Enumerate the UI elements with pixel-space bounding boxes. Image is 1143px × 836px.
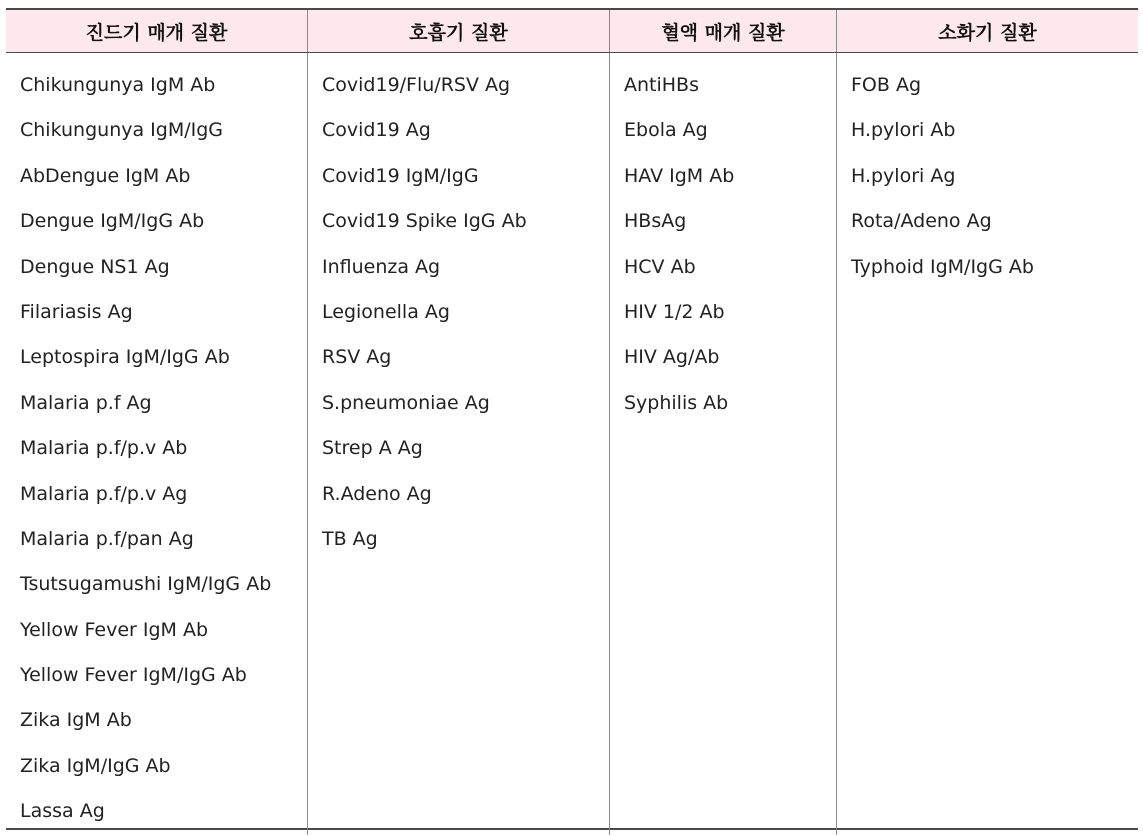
column-respiratory [308,53,610,835]
column-header-digestive: 소화기 질환 [938,21,1037,44]
column-header-respiratory: 호흡기 질환 [308,10,610,52]
list-item: Malaria p.f/p.v Ag [20,482,188,505]
list-item: Influenza Ag [322,255,441,278]
list-item: HCV Ab [624,255,696,278]
list-item: Yellow Fever IgM/IgG Ab [20,664,247,687]
list-item: Malaria p.f Ag [20,391,152,414]
column-digestive [837,53,1138,835]
list-item: AntiHBs [624,74,699,96]
list-item: Covid19 IgM/IgG [322,164,479,187]
list-item: Legionella Ag [322,300,450,323]
list-item: Dengue NS1 Ag [20,255,170,278]
list-item: H.pylori Ag [851,164,956,187]
list-item: H.pylori Ab [851,119,956,142]
column-blood-borne [610,53,837,835]
list-item: HIV 1/2 Ab [624,300,725,323]
list-item: Dengue IgM/IgG Ab [20,210,205,233]
list-item: R.Adeno Ag [322,482,432,505]
list-item: AbDengue IgM Ab [20,164,191,187]
list-item: RSV Ag [322,346,392,369]
test-list-table [6,8,1138,830]
list-item: S.pneumoniae Ag [322,391,490,414]
table-header-row [6,10,1138,53]
list-item: Leptospira IgM/IgG Ab [20,346,230,369]
list-item: FOB Ag [851,74,922,96]
list-item: Chikungunya IgM/IgG [20,119,224,142]
list-item: Syphilis Ab [624,391,729,414]
list-item: Lassa Ag [20,800,105,823]
column-header-tick-borne: 진드기 매개 질환 [6,10,308,52]
list-item: TB Ag [322,527,378,550]
column-header-blood-borne: 혈액 매개 질환 [610,10,837,52]
list-item: Covid19 Spike IgG Ab [322,210,527,233]
list-item: HAV IgM Ab [624,164,735,187]
list-item: HIV Ag/Ab [624,346,720,369]
list-item: Strep A Ag [322,437,423,460]
list-item: Malaria p.f/p.v Ab [20,437,188,460]
list-item: Chikungunya IgM Ab [20,74,216,96]
list-item: Malaria p.f/pan Ag [20,527,194,550]
list-item: Covid19 Ag [322,119,431,142]
list-item: Filariasis Ag [20,300,133,323]
list-item: Tsutsugamushi IgM/IgG Ab [20,573,272,596]
list-item: HBsAg [624,210,687,233]
list-item: Typhoid IgM/IgG Ab [851,255,1034,278]
list-item: Zika IgM/IgG Ab [20,754,171,777]
list-item: Rota/Adeno Ag [851,210,992,233]
list-item: Ebola Ag [624,119,708,142]
list-item: Covid19/Flu/RSV Ag [322,74,511,96]
table-body-row [6,53,1138,835]
list-item: Zika IgM Ab [20,709,132,732]
list-item: Yellow Fever IgM Ab [20,618,209,641]
column-tick-borne [6,53,308,835]
